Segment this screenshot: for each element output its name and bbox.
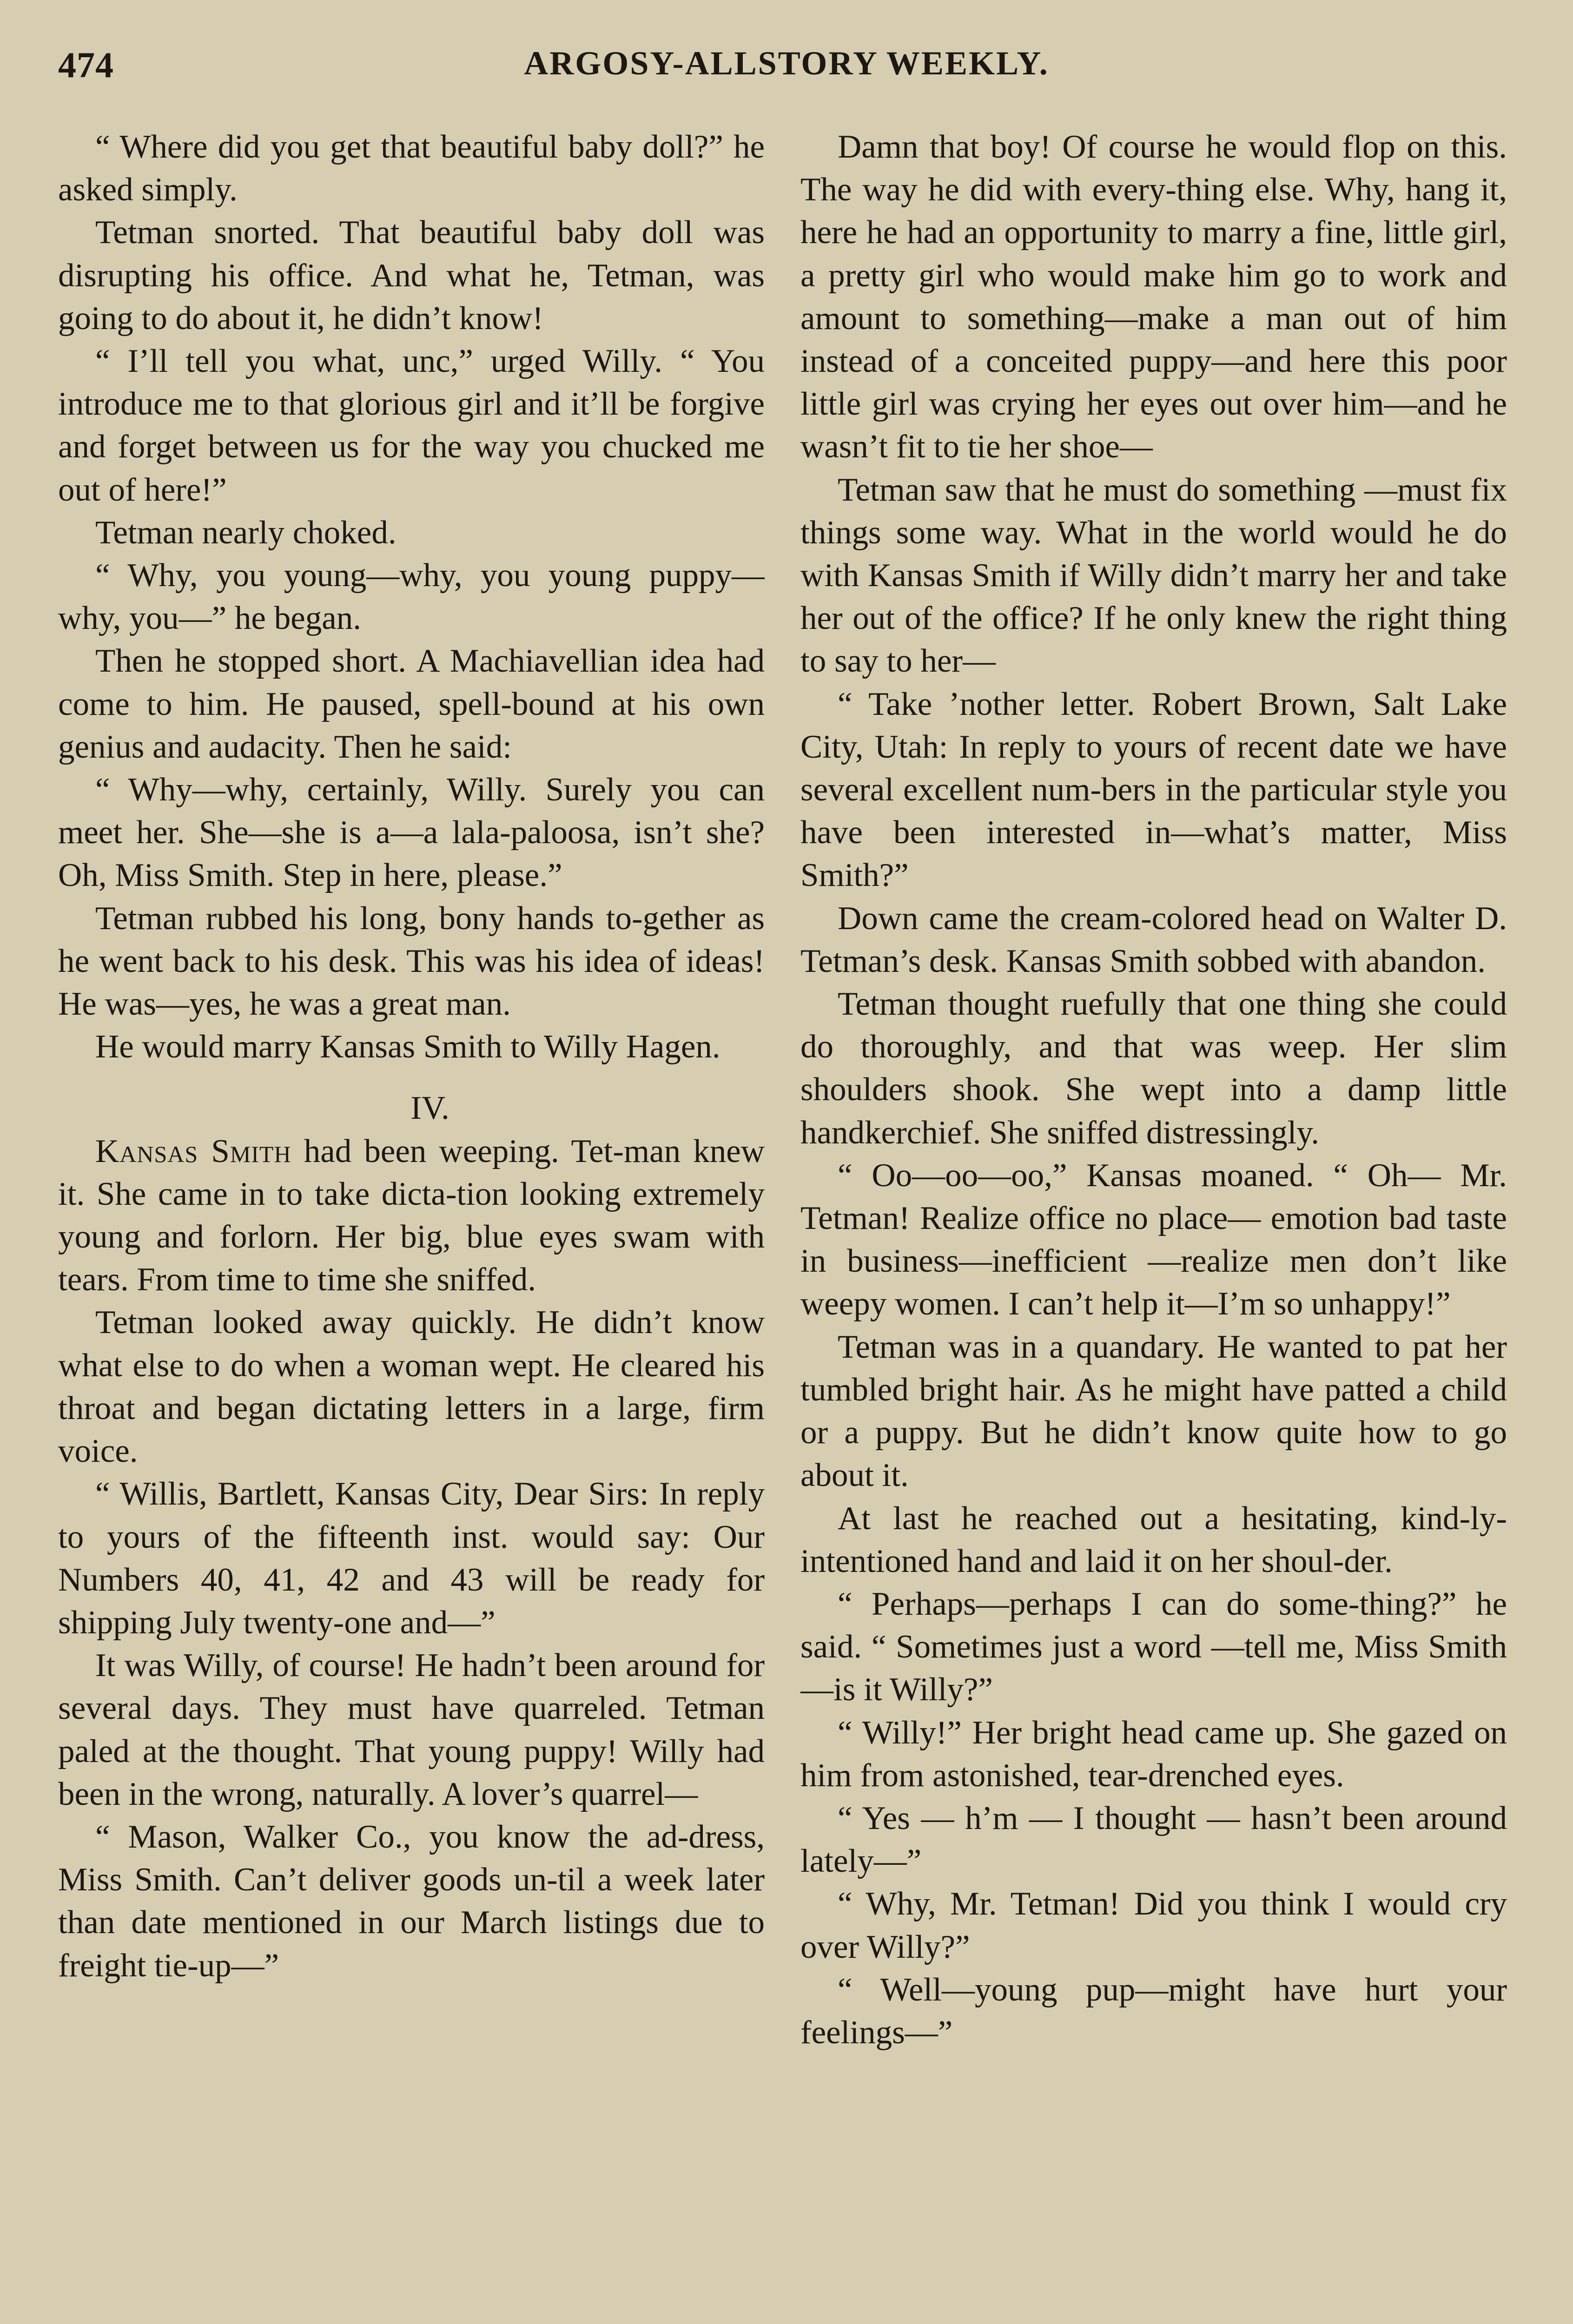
right-column — [800, 125, 1507, 2324]
section-opening-paragraph — [58, 1130, 765, 1301]
paragraph: Tetman thought ruefully that one thing she could do thoroughly, and that was weep. Her slim shoulders shook. She wept into a damp little handkerchief. She sniffed distressingly. — [800, 986, 1507, 1151]
running-head: ARGOSY-ALLSTORY WEEKLY. — [524, 45, 1049, 82]
spacer — [58, 1068, 765, 1087]
left-column — [58, 125, 765, 2324]
paragraph: Damn that boy! Of course he would flop on this. The way he did with every-thing else. Why, hang it, here he had an opportunity to marry a fine, little girl, a pretty girl who would make him go to work and amount to something—make a man out of him instead of a conceited puppy—and here this poor little girl was crying her eyes out over him—and he wasn’t fit to tie her shoe— — [800, 129, 1507, 465]
section-heading: IV. — [410, 1090, 449, 1127]
paragraph: “ Willy!” Her bright head came up. She gazed on him from astonished, tear-drenched eyes. — [800, 1714, 1507, 1794]
paragraph: It was Willy, of course! He hadn’t been around for several days. They must have quarreled. Tetman paled at the thought. That young puppy! Willy had been in the wrong, naturally. A lover’s quarrel— — [58, 1647, 765, 1812]
paragraph: Tetman nearly choked. — [95, 514, 397, 551]
paragraph: At last he reached out a hesitating, kind-ly-intentioned hand and laid it on her shoul-der. — [800, 1500, 1507, 1579]
paragraph: “ Why, you young—why, you young puppy—why, you—” he began. — [58, 557, 765, 637]
paragraph: “ Perhaps—perhaps I can do some-thing?” he said. “ Sometimes just a word —tell me, Miss Smith—is it Willy?” — [800, 1585, 1507, 1708]
paragraph: Tetman looked away quickly. He didn’t know what else to do when a woman wept. He cleared his throat and began dictating letters in a large, firm voice. — [58, 1304, 765, 1470]
page-number: 474 — [58, 45, 114, 85]
paragraph: “ Where did you get that beautiful baby doll?” he asked simply. — [58, 129, 765, 208]
paragraph: “ Why, Mr. Tetman! Did you think I would cry over Willy?” — [800, 1886, 1507, 1965]
paragraph: Tetman saw that he must do something —must fix things some way. What in the world would he do with Kansas Smith if Willy didn’t marry her and take her out of the office? If he only knew the right thing to say to her— — [800, 471, 1507, 680]
paragraph: “ Willis, Bartlett, Kansas City, Dear Sirs: In reply to yours of the fifteenth inst. would say: Our Numbers 40, 41, 42 and 43 will be ready for shipping July twenty-one and—” — [58, 1476, 765, 1641]
paragraph: “ Take ’nother letter. Robert Brown, Salt Lake City, Utah: In reply to yours of recent date we have several excellent num-bers in the particular style you have been interested in—what’s matter, Miss Smith?” — [800, 686, 1507, 894]
section-opening-text: had been weeping. Tet-man knew it. She came in to take dicta-tion looking extremely young and forlorn. Her big, blue eyes swam with tears. From time to time she sniffed. — [58, 1133, 765, 1298]
paragraph: Then he stopped short. A Machiavellian idea had come to him. He paused, spell-bound at his own genius and audacity. Then he said: — [58, 643, 765, 765]
paragraph: “ Well—young pup—might have hurt your feelings—” — [800, 1971, 1507, 2051]
paragraph: “ I’ll tell you what, unc,” urged Willy. “ You introduce me to that glorious girl and it’ll be forgive and forget between us for the way you chucked me out of here!” — [58, 343, 765, 508]
paragraph: “ Why—why, certainly, Willy. Surely you can meet her. She—she is a—a lala-paloosa, isn’t she? Oh, Miss Smith. Step in here, please.” — [58, 772, 765, 894]
paragraph: “ Oo—oo—oo,” Kansas moaned. “ Oh— Mr. Tetman! Realize office no place— emotion bad taste in business—inefficient —realize men don’t like weepy women. I can’t help it—I’m so unhappy!” — [800, 1157, 1507, 1322]
page-header — [58, 44, 1515, 105]
paragraph: He would marry Kansas Smith to Willy Hagen. — [95, 1029, 720, 1065]
paragraph: “ Yes — h’m — I thought — hasn’t been around lately—” — [800, 1800, 1507, 1880]
section-lead-words: Kansas Smith — [95, 1133, 291, 1169]
paragraph: Tetman was in a quandary. He wanted to pat her tumbled bright hair. As he might have patted a child or a puppy. But he didn’t know quite how to go about it. — [800, 1328, 1507, 1494]
paragraph: Tetman rubbed his long, bony hands to-gether as he went back to his desk. This was his idea of ideas! He was—yes, he was a great man. — [58, 900, 765, 1023]
paragraph: Down came the cream-colored head on Walter D. Tetman’s desk. Kansas Smith sobbed with abandon. — [800, 900, 1507, 979]
paragraph: “ Mason, Walker Co., you know the ad-dress, Miss Smith. Can’t deliver goods un-til a week later than date mentioned in our March listings due to freight tie-up—” — [58, 1818, 765, 1984]
paragraph: Tetman snorted. That beautiful baby doll was disrupting his office. And what he, Tetman, was going to do about it, he didn’t know! — [58, 214, 765, 337]
